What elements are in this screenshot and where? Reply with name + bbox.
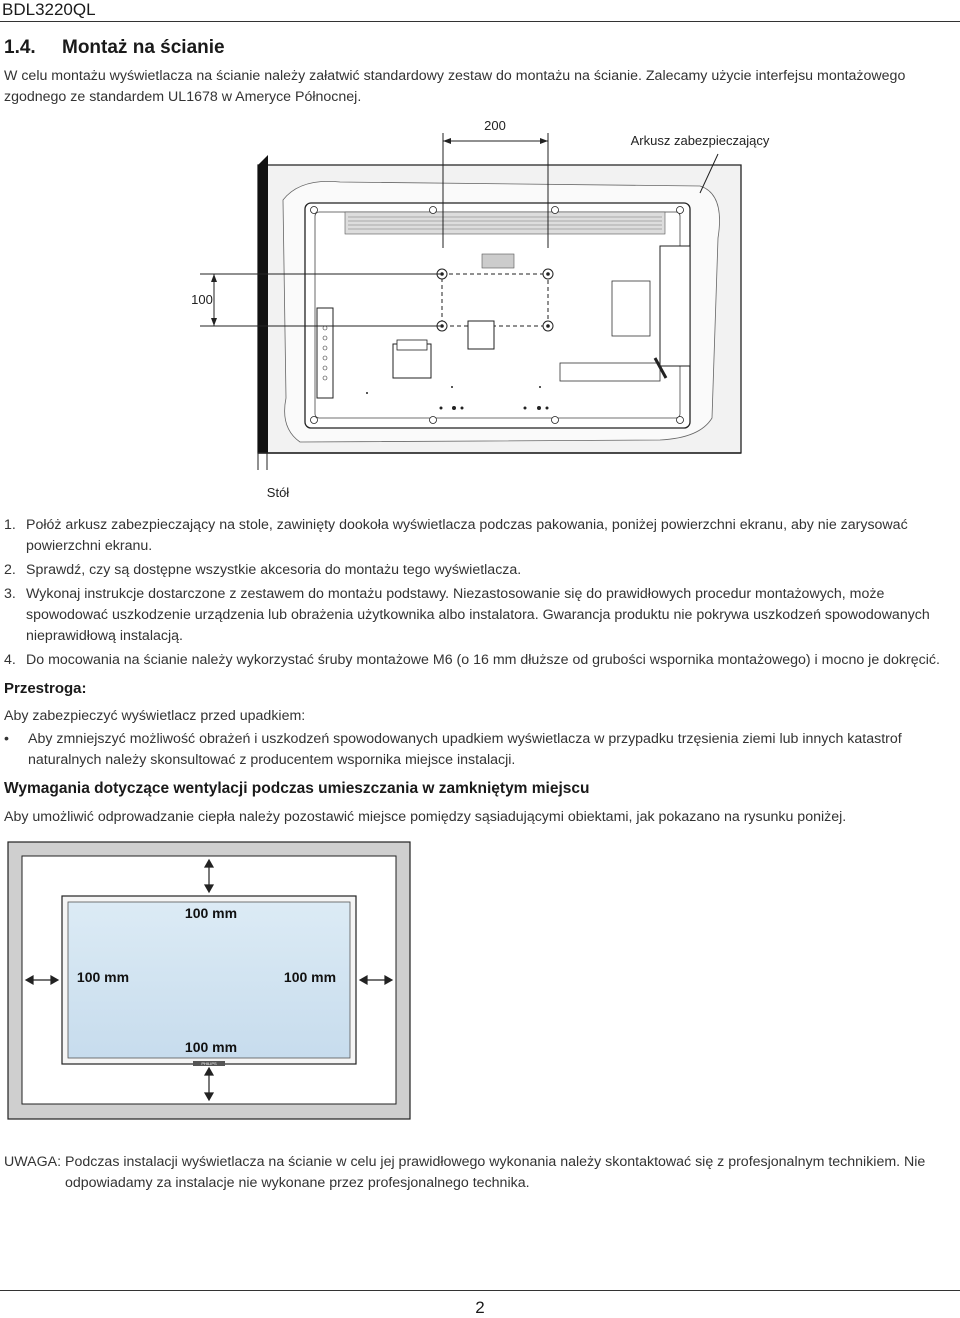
ventilation-heading: Wymagania dotyczące wentylacji podczas umieszczania w zamkniętym miejscu — [4, 780, 590, 797]
vent-grille — [345, 212, 665, 234]
dimension-100-label: 100 — [191, 292, 213, 307]
caution-text: Aby zabezpieczyć wyświetlacz przed upadkiem: — [4, 708, 306, 724]
clearance-right-label: 100 mm — [283, 969, 337, 985]
step-item: 1. Połóż arkusz zabezpieczający na stole, zawinięty dookoła wyświetlacza podczas pakowania, poniżej powierzchni ekranu, aby nie zarysować powierzchni ekranu. — [4, 517, 908, 554]
page-number: 2 — [475, 1298, 485, 1317]
ventilation-text: Aby umożliwić odprowadzanie ciepła należy pozostawić miejsce pomiędzy sąsiadującymi obiektami, jak pokazano na rysunku poniżej. — [4, 809, 847, 825]
step-item: 2. Sprawdź, czy są dostępne wszystkie akcesoria do montażu tego wyświetlacza. — [4, 562, 522, 578]
dimension-200-label: 200 — [484, 118, 506, 133]
section-title: Montaż na ścianie — [62, 37, 225, 58]
brand-logo: PHILIPS — [201, 1061, 217, 1066]
section-number: 1.4. — [4, 37, 36, 58]
caution-bullet: • Aby zmniejszyć możliwość obrażeń i uszkodzeń spowodowanych upadkiem wyświetlacza w przypadku trzęsienia ziemi lub innych katastrof naturalnych należy skonsultować z producentem wspornika miejsce instalacji. — [4, 731, 902, 768]
note-label: UWAGA: — [4, 1154, 62, 1170]
wall-mount-diagram — [0, 108, 960, 508]
caution-heading: Przestroga: — [4, 680, 87, 697]
footer-divider — [0, 1290, 960, 1291]
clearance-bottom-label: 100 mm — [184, 1039, 238, 1055]
note-text: Podczas instalacji wyświetlacza na ścianie w celu jej prawidłowego wykonania należy skontaktować się z profesjonalnym technikiem. Nie odpowiadamy za instalacje nie wykonane przez profesjonalnego technika. — [65, 1154, 926, 1191]
document-model-header: BDL3220QL — [2, 0, 96, 19]
clearance-top-label: 100 mm — [184, 905, 238, 921]
table-label: Stół — [266, 485, 290, 500]
step-item: 3. Wykonaj instrukcje dostarczone z zestawem do montażu podstawy. Niezastosowanie się do prawidłowych procedur montażowych, może spowodować uszkodzenie urządzenia lub obrażenia użytkownika albo instalatora. Gwarancja produktu nie pokrywa uszkodzeń spowodowanych nieprawidłową instalacją. — [4, 586, 930, 644]
installation-note — [4, 1152, 956, 1194]
clearance-left-label: 100 mm — [76, 969, 130, 985]
section-heading — [4, 37, 225, 59]
installation-steps — [4, 515, 956, 674]
ventilation-diagram — [0, 836, 960, 1126]
table-left-shadow — [258, 155, 268, 453]
protective-sheet-label: Arkusz zabezpieczający — [630, 133, 770, 148]
intro-paragraph: W celu montażu wyświetlacza na ścianie należy załatwić standardowy zestaw do montażu na ścianie. Zalecamy użycie interfejsu montażowego zgodnego ze standardem UL1678 w Ameryce Północnej. — [4, 68, 906, 105]
header-divider — [0, 21, 960, 22]
step-item: 4. Do mocowania na ścianie należy wykorzystać śruby montażowe M6 (o 16 mm dłuższe od grubości wspornika montażowego) i mocno je dokręcić. — [4, 652, 940, 668]
